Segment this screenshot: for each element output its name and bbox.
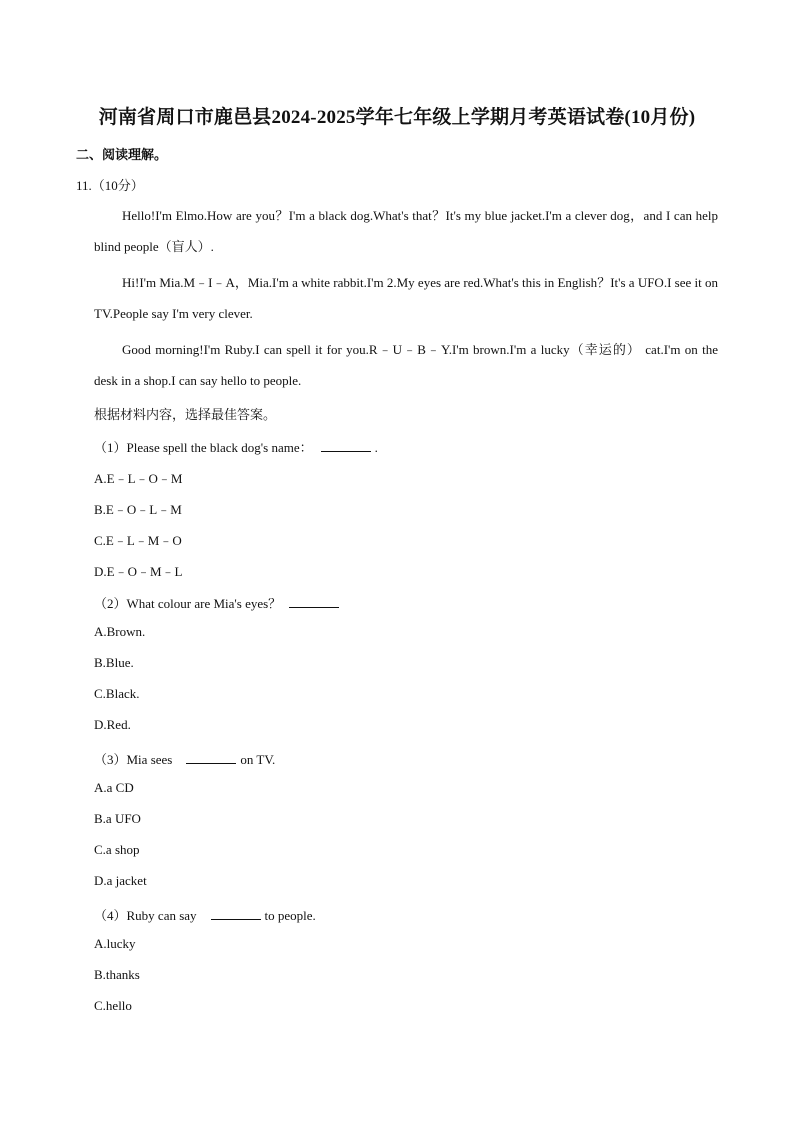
question-3-tail: on TV. (240, 752, 276, 767)
question-2-option-a: A.Brown. (94, 624, 146, 639)
question-number: 11.（10分） (76, 178, 144, 193)
answer-blank (186, 752, 236, 764)
answer-blank (211, 908, 261, 920)
question-1-option-a: A.E﹣L﹣O﹣M (94, 471, 183, 486)
question-1-option-c: C.E﹣L﹣M﹣O (94, 533, 182, 548)
passage-ruby: Good morning!I'm Ruby.I can spell it for you.R﹣U﹣B﹣Y.I'm brown.I'm a lucky（幸运的） cat.I'm on the desk in a shop.I can say hello to people. (94, 342, 718, 388)
question-1-text: （1）Please spell the black dog's name： (94, 440, 313, 455)
answer-blank (321, 440, 371, 452)
passage-mia: Hi!I'm Mia.M﹣I﹣A，Mia.I'm a white rabbit.I'm 2.My eyes are red.What's this in English？It's a UFO.I see it on TV.People say I'm very clever. (94, 275, 718, 321)
question-3-option-b: B.a UFO (94, 811, 141, 826)
question-1-option-b: B.E﹣O﹣L﹣M (94, 502, 182, 517)
question-4-stem (94, 905, 316, 924)
instruction: 根据材料内容，选择最佳答案。 (94, 407, 277, 422)
question-3-option-c: C.a shop (94, 842, 140, 857)
question-2-stem (94, 593, 343, 612)
answer-blank (289, 596, 339, 608)
section-heading: 二、阅读理解。 (76, 148, 168, 163)
question-2-text: （2）What colour are Mia's eyes？ (94, 596, 282, 611)
question-2-option-b: B.Blue. (94, 655, 134, 670)
question-1-tail: . (374, 440, 378, 455)
question-4-option-c: C.hello (94, 998, 132, 1013)
question-3-option-a: A.a CD (94, 780, 134, 795)
question-4-option-b: B.thanks (94, 967, 140, 982)
question-1-option-d: D.E﹣O﹣M﹣L (94, 564, 183, 579)
question-2-option-c: C.Black. (94, 686, 140, 701)
question-3-option-d: D.a jacket (94, 873, 147, 888)
passage-elmo: Hello!I'm Elmo.How are you？I'm a black dog.What's that？It's my blue jacket.I'm a clever dog，and I can help blind people（盲人）. (94, 208, 718, 254)
question-2-option-d: D.Red. (94, 717, 131, 732)
question-4-option-a: A.lucky (94, 936, 136, 951)
page-title: 河南省周口市鹿邑县2024-2025学年七年级上学期月考英语试卷(10月份) (98, 107, 696, 128)
question-4-text: （4）Ruby can say (94, 908, 197, 923)
question-1-stem (94, 437, 378, 456)
question-3-stem (94, 749, 275, 768)
question-4-tail: to people. (264, 908, 316, 923)
question-3-text: （3）Mia sees (94, 752, 173, 767)
